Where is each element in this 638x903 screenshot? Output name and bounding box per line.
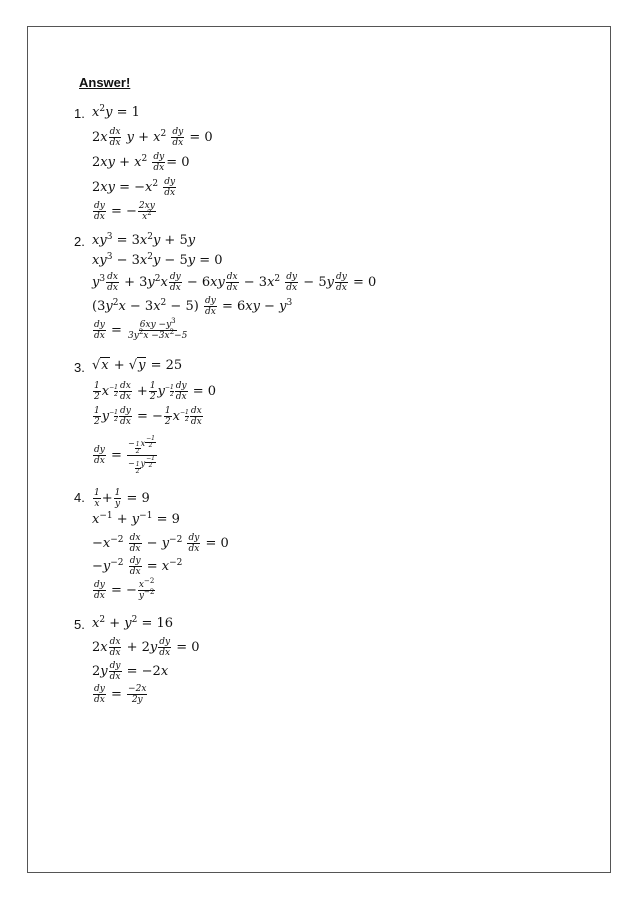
equation-line: $x^{-1} + y^{-1} = 9$ bbox=[92, 511, 180, 527]
equation-line: $2xy = -x^2$ $\frac{dy}{dx}$ bbox=[92, 177, 176, 198]
equation-line: $\frac{1}{2}$ y − $\frac{1}{2}$ $\frac{dy}{dx}$ = − $\frac{1}{2}$ x − $\frac{1}{2}$ $\frac{dx}{dx}$ bbox=[94, 406, 202, 427]
equation-line: $(3y^2x - 3x^2 - 5)$ $\frac{dy}{dx}$ = $6xy - y^3$ bbox=[92, 296, 293, 317]
equation-line: $\frac{1}{2}$ x − $\frac{1}{2}$ $\frac{dx}{dx}$ + $\frac{1}{2}$ y − $\frac{1}{2}$ $\frac{dy}{dx}$ = 0 bbox=[94, 381, 217, 402]
equation-line: $\frac{dy}{dx}$ = − $\frac{2xy}{x^2}$ bbox=[94, 201, 155, 222]
equation-line: $\frac{1}{x}$ + $\frac{1}{y}$ = 9 bbox=[94, 488, 150, 509]
equation-line: 2x $\frac{dx}{dx}$ $y + x^2$ $\frac{dy}{dx}$ = 0 bbox=[92, 127, 213, 148]
equation-line: √x + √y = 25 bbox=[92, 358, 183, 373]
equation-line: $xy^3 - 3x^2y - 5y = 0$ bbox=[92, 252, 223, 268]
equation-line: 2y $\frac{dy}{dx}$ = −2x bbox=[92, 661, 169, 682]
problem-number: 3. bbox=[74, 360, 85, 375]
problem-number: 1. bbox=[74, 106, 85, 121]
equation-line: $2xy + x^2$ $\frac{dy}{dx}$ = 0 bbox=[92, 152, 190, 173]
problem-number: 5. bbox=[74, 617, 85, 632]
equation-line: $\frac{dy}{dx}$ = $\frac{6xy -y^3}{3y^2x -3x^2-5}$ bbox=[94, 317, 188, 341]
equation-line: $\frac{dy}{dx}$ = $\frac{-2x}{2y}$ bbox=[94, 684, 147, 705]
equation-line: $\frac{dy}{dx}$ = − $\frac{x^{-2}}{y^{-2}}$ bbox=[94, 577, 155, 601]
equation-line: 2x $\frac{dx}{dx}$ + 2y $\frac{dy}{dx}$ = 0 bbox=[92, 637, 200, 658]
answer-heading: Answer! bbox=[79, 75, 131, 90]
equation-line: $x^2 + y^2 = 16$ bbox=[92, 615, 174, 631]
equation-line: $\frac{dy}{dx}$ = − $\frac{1}{2}$ x $\frac{-1}{2}$ − $\frac{1}{2}$ y $\frac{-1}{2}$ bbox=[94, 435, 155, 475]
equation-line: $xy^3 = 3x^2y + 5y$ bbox=[92, 232, 196, 248]
equation-line: $-x^{-2}$ $\frac{dx}{dx}$ − $y^{-2}$ $\frac{dy}{dx}$ = 0 bbox=[92, 533, 229, 554]
equation-line: $y^3$ $\frac{dx}{dx}$ + $3y^2x$ $\frac{dy}{dx}$ − 6xy $\frac{dx}{dx}$ − $3x^2$ $\frac{dy}{dx}$ − 5y $\frac{dy}{dx}$ = 0 bbox=[92, 272, 377, 293]
equation-line: $x^2y = 1$ bbox=[92, 104, 140, 120]
problem-number: 2. bbox=[74, 234, 85, 249]
problem-number: 4. bbox=[74, 490, 85, 505]
equation-line: $-y^{-2}$ $\frac{dy}{dx}$ = $x^{-2}$ bbox=[92, 556, 183, 577]
